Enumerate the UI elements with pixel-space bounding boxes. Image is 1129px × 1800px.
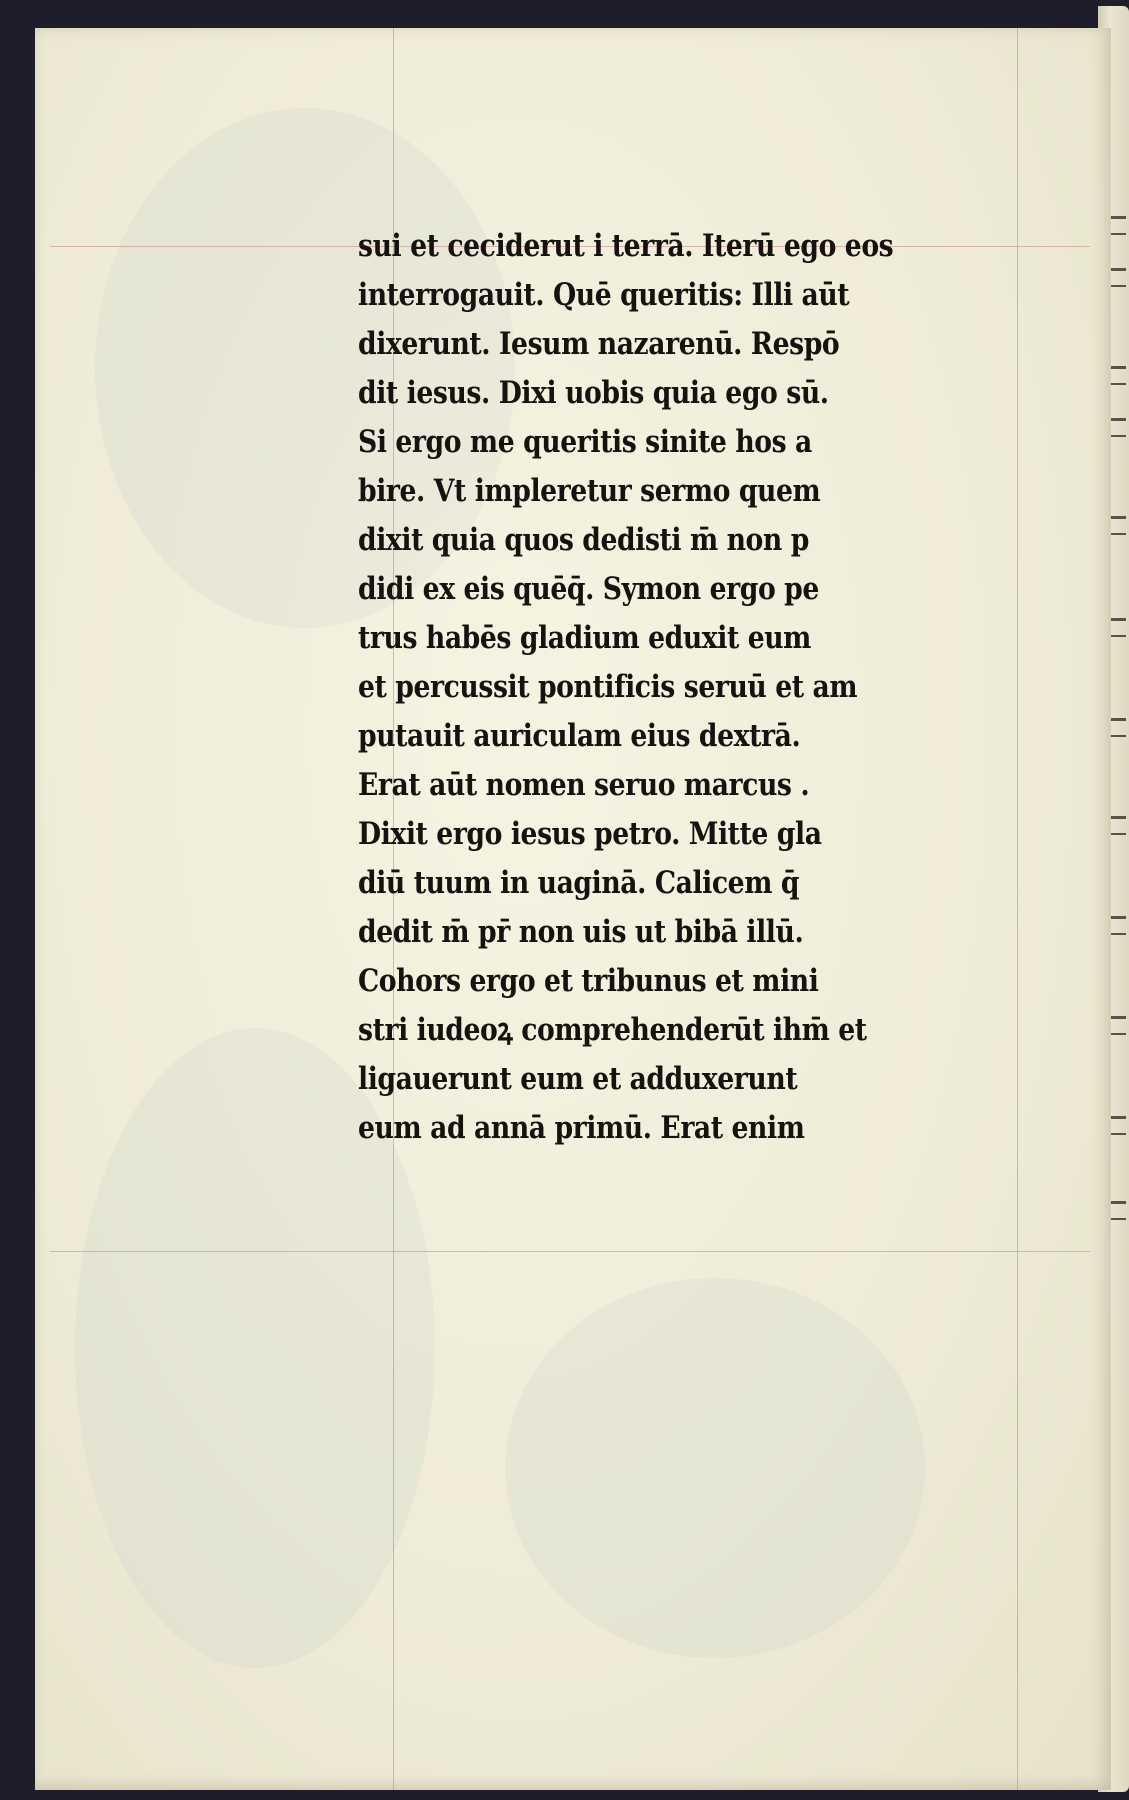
text-line: stri iudeoꝝ comprehenderūt ihm̄ et (358, 1012, 867, 1048)
text-line: sui et ceciderut i terrā. Iterū ego eos (358, 228, 894, 264)
text-line: ligauerunt eum et adduxerunt (358, 1061, 798, 1097)
text-line: eum ad annā primū. Erat enim (358, 1110, 805, 1146)
text-line: trus habēs gladium eduxit eum (358, 620, 811, 656)
ruling-line-bottom (50, 1251, 1090, 1252)
text-line: dedit m̄ pr̄ non uis ut bibā illū. (358, 914, 804, 950)
text-line: bire. Vt impleretur sermo quem (358, 473, 821, 509)
text-line: interrogauit. Quē queritis: Illi aūt (358, 277, 850, 313)
text-line: dixerunt. Iesum nazarenū. Respō (358, 326, 840, 362)
page-stain (505, 1278, 925, 1658)
text-line: Dixit ergo iesus petro. Mitte gla (358, 816, 822, 852)
text-line: et percussit pontificis seruū et am (358, 669, 858, 705)
text-line: Erat aūt nomen seruo marcus . (358, 767, 810, 803)
text-line: dit iesus. Dixi uobis quia ego sū. (358, 375, 829, 411)
text-line: dixit quia quos dedisti m̄ non p (358, 522, 809, 558)
text-line: didi ex eis quēq̄. Symon ergo pe (358, 571, 819, 607)
text-line: diū tuum in uaginā. Calicem q̄ (358, 865, 800, 901)
manuscript-text (358, 222, 1058, 1242)
text-line: Cohors ergo et tribunus et mini (358, 963, 819, 999)
text-line: putauit auriculam eius dextrā. (358, 718, 801, 754)
text-line: Si ergo me queritis sinite hos a (358, 424, 812, 460)
